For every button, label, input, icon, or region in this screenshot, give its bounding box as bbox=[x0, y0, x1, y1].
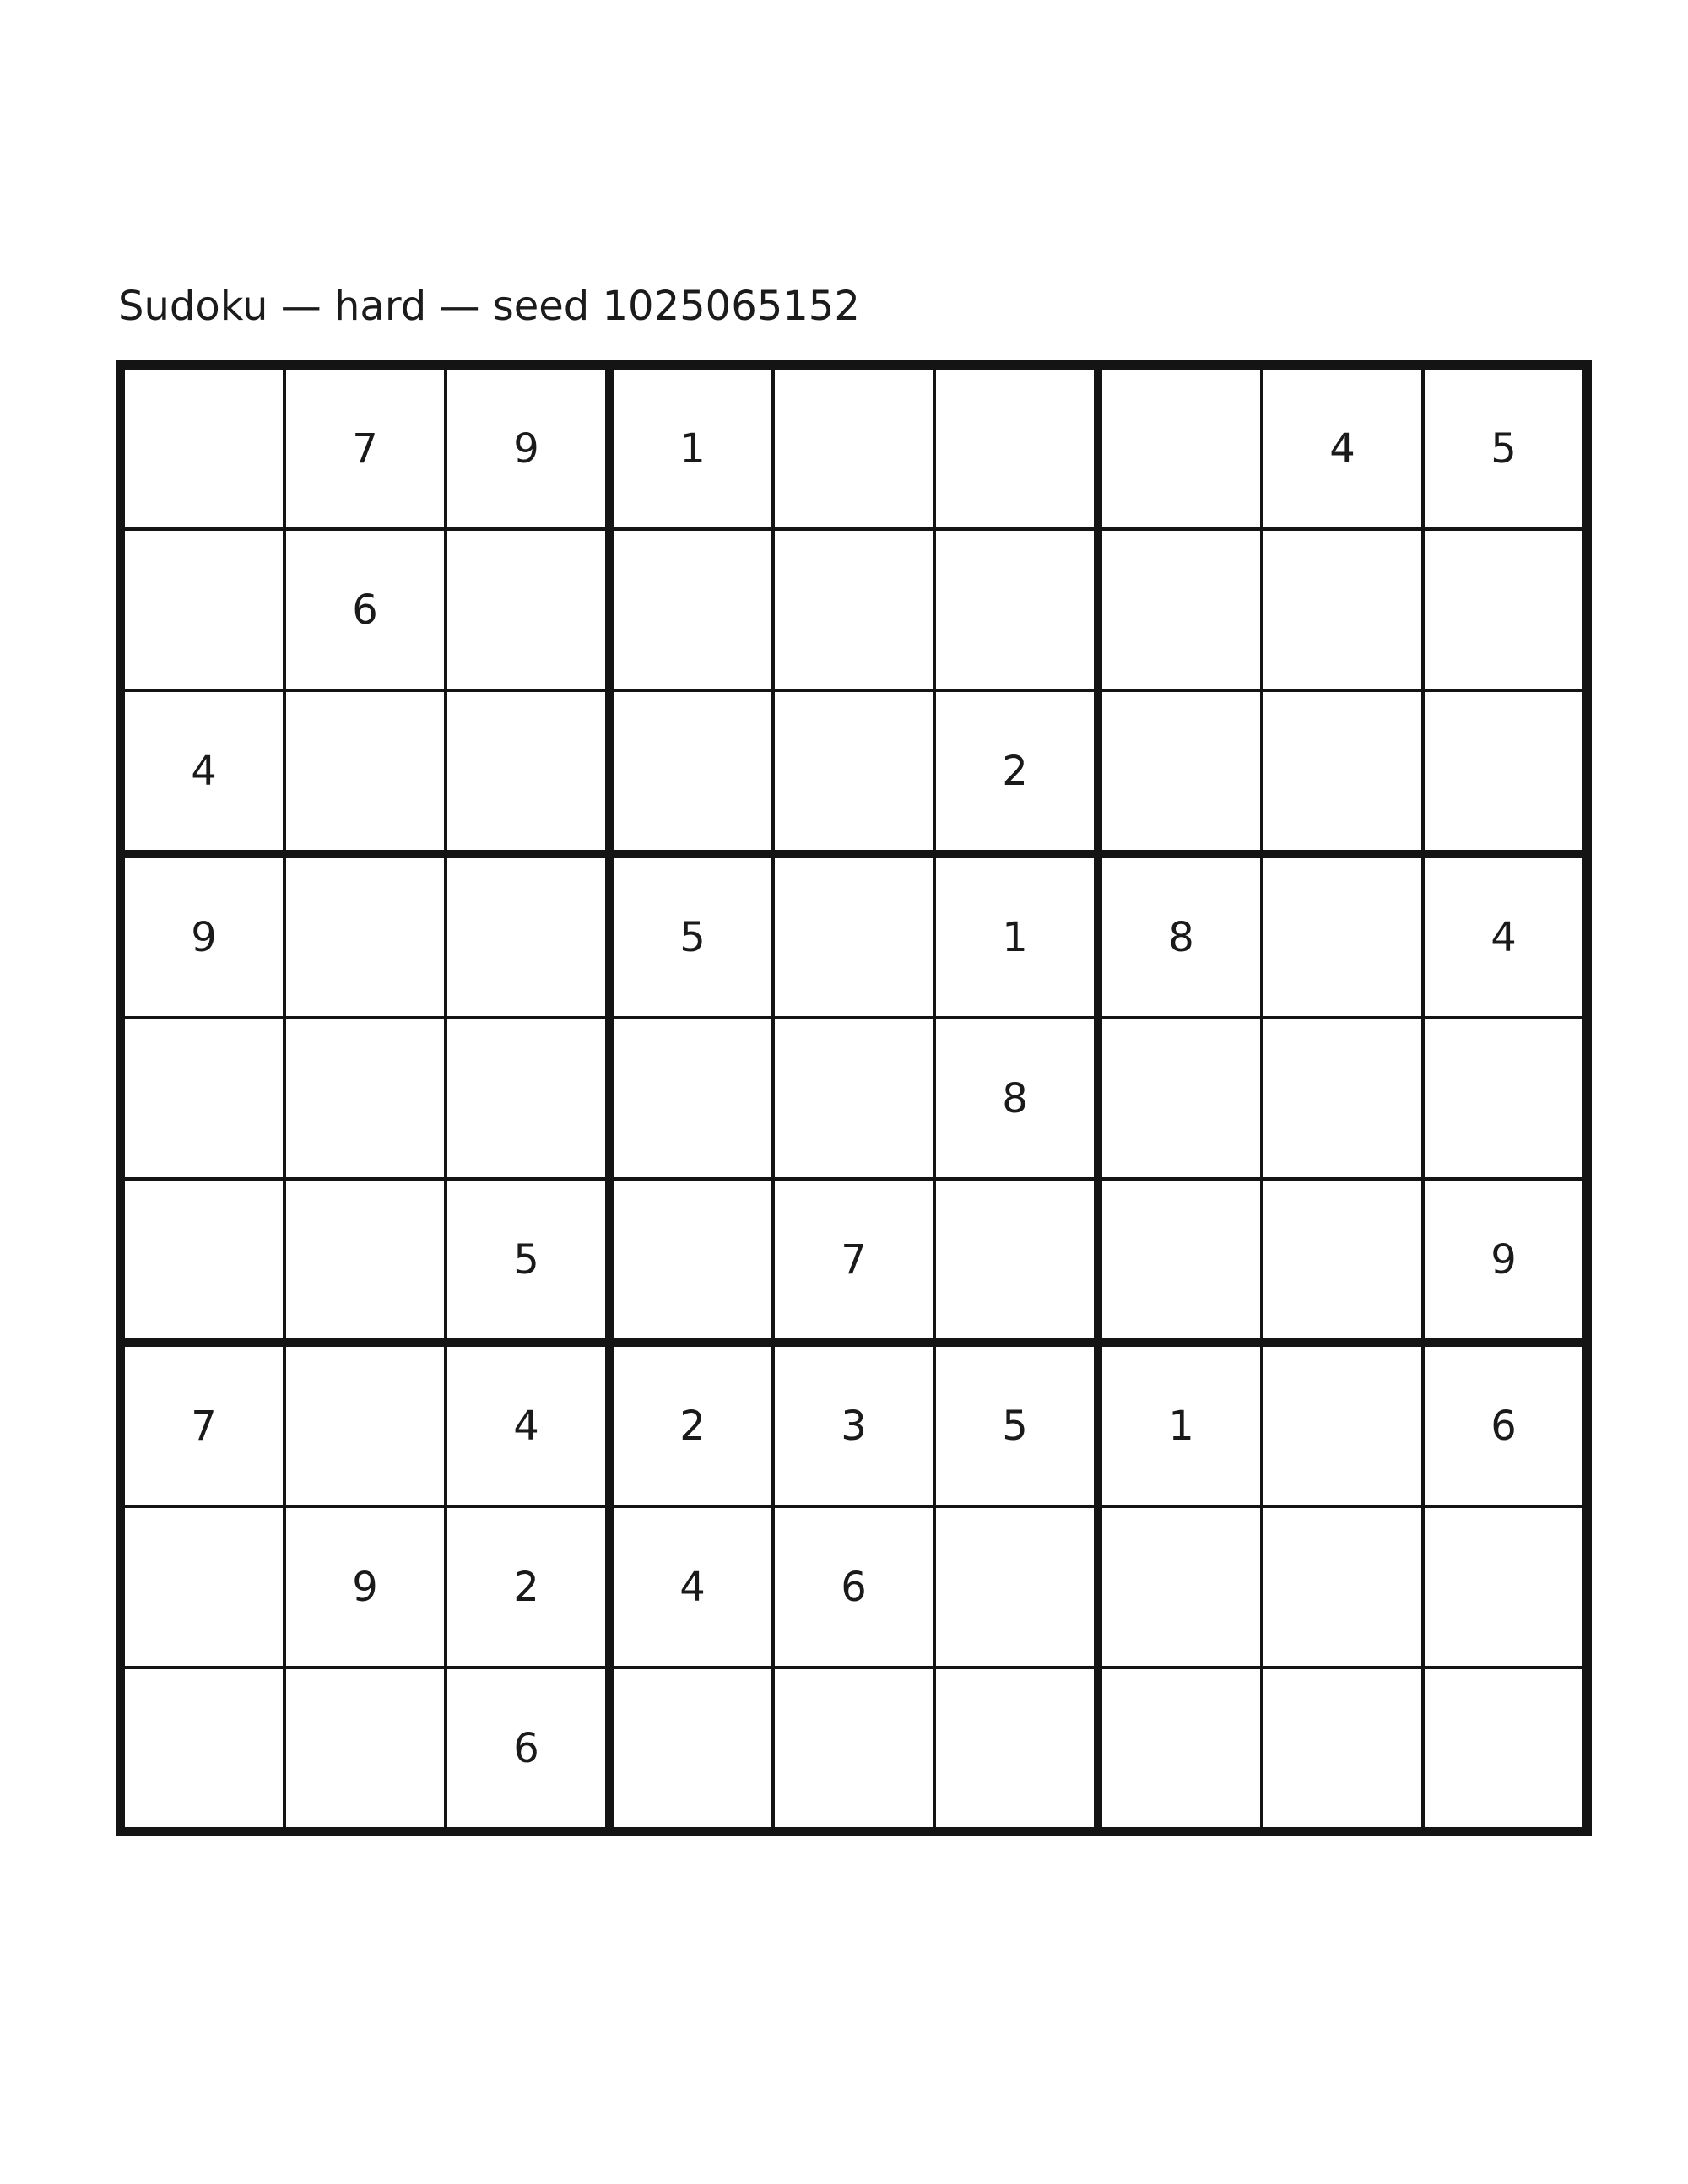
sudoku-cell-empty bbox=[773, 529, 934, 690]
sudoku-cell-given: 7 bbox=[773, 1179, 934, 1343]
sudoku-cell-empty bbox=[773, 854, 934, 1018]
sudoku-cell-empty bbox=[934, 1179, 1098, 1343]
sudoku-cell-empty bbox=[1098, 1668, 1262, 1832]
sudoku-row bbox=[121, 1179, 1588, 1343]
sudoku-cell-given: 2 bbox=[446, 1506, 609, 1668]
sudoku-cell-given: 2 bbox=[609, 1343, 773, 1506]
sudoku-cell-given: 7 bbox=[284, 365, 446, 530]
sudoku-cell-empty bbox=[1262, 1668, 1423, 1832]
sudoku-cell-empty bbox=[1098, 529, 1262, 690]
sudoku-cell-given: 5 bbox=[446, 1179, 609, 1343]
sudoku-cell-empty bbox=[773, 690, 934, 854]
sudoku-cell-empty bbox=[1098, 1506, 1262, 1668]
sudoku-cell-given: 5 bbox=[609, 854, 773, 1018]
sudoku-cell-empty bbox=[609, 1018, 773, 1179]
sudoku-cell-empty bbox=[609, 1668, 773, 1832]
sudoku-cell-given: 4 bbox=[121, 690, 285, 854]
sudoku-cell-empty bbox=[446, 854, 609, 1018]
sudoku-cell-empty bbox=[1098, 1179, 1262, 1343]
sudoku-cell-empty bbox=[284, 690, 446, 854]
sudoku-cell-empty bbox=[934, 529, 1098, 690]
sudoku-cell-given: 5 bbox=[1423, 365, 1588, 530]
sudoku-cell-empty bbox=[1423, 690, 1588, 854]
sudoku-row bbox=[121, 1668, 1588, 1832]
sudoku-grid bbox=[116, 360, 1592, 1836]
sudoku-cell-empty bbox=[1423, 529, 1588, 690]
sudoku-cell-given: 1 bbox=[934, 854, 1098, 1018]
sudoku-cell-empty bbox=[934, 365, 1098, 530]
sudoku-cell-empty bbox=[284, 1668, 446, 1832]
sudoku-cell-empty bbox=[284, 1343, 446, 1506]
sudoku-cell-empty bbox=[1098, 690, 1262, 854]
sudoku-cell-empty bbox=[1423, 1506, 1588, 1668]
sudoku-cell-empty bbox=[446, 529, 609, 690]
sudoku-cell-empty bbox=[1262, 529, 1423, 690]
sudoku-cell-empty bbox=[446, 1018, 609, 1179]
sudoku-cell-empty bbox=[121, 1179, 285, 1343]
sudoku-cell-empty bbox=[121, 1668, 285, 1832]
sudoku-row bbox=[121, 1018, 1588, 1179]
sudoku-cell-given: 5 bbox=[934, 1343, 1098, 1506]
sudoku-cell-empty bbox=[121, 529, 285, 690]
sudoku-row bbox=[121, 1343, 1588, 1506]
sudoku-cell-given: 6 bbox=[773, 1506, 934, 1668]
sudoku-cell-given: 6 bbox=[446, 1668, 609, 1832]
sudoku-cell-empty bbox=[934, 1506, 1098, 1668]
sudoku-cell-given: 9 bbox=[446, 365, 609, 530]
sudoku-cell-empty bbox=[446, 690, 609, 854]
sudoku-row bbox=[121, 529, 1588, 690]
sudoku-cell-empty bbox=[1262, 1343, 1423, 1506]
sudoku-cell-empty bbox=[1262, 1018, 1423, 1179]
sudoku-cell-empty bbox=[1098, 1018, 1262, 1179]
sudoku-cell-given: 8 bbox=[934, 1018, 1098, 1179]
sudoku-cell-empty bbox=[1098, 365, 1262, 530]
sudoku-cell-empty bbox=[121, 1506, 285, 1668]
sudoku-cell-empty bbox=[934, 1668, 1098, 1832]
sudoku-cell-empty bbox=[284, 1018, 446, 1179]
sudoku-cell-given: 4 bbox=[1262, 365, 1423, 530]
sudoku-cell-empty bbox=[773, 365, 934, 530]
sudoku-cell-empty bbox=[284, 1179, 446, 1343]
sudoku-cell-given: 7 bbox=[121, 1343, 285, 1506]
sudoku-cell-empty bbox=[121, 1018, 285, 1179]
sudoku-cell-given: 4 bbox=[609, 1506, 773, 1668]
sudoku-cell-empty bbox=[773, 1018, 934, 1179]
sudoku-cell-empty bbox=[121, 365, 285, 530]
sudoku-cell-given: 4 bbox=[446, 1343, 609, 1506]
sudoku-cell-empty bbox=[1262, 690, 1423, 854]
sudoku-cell-empty bbox=[1262, 854, 1423, 1018]
sudoku-row bbox=[121, 690, 1588, 854]
sudoku-cell-given: 9 bbox=[1423, 1179, 1588, 1343]
sudoku-cell-empty bbox=[1423, 1018, 1588, 1179]
sudoku-row bbox=[121, 365, 1588, 530]
sudoku-cell-empty bbox=[609, 1179, 773, 1343]
sudoku-cell-given: 4 bbox=[1423, 854, 1588, 1018]
sudoku-cell-given: 1 bbox=[1098, 1343, 1262, 1506]
sudoku-cell-given: 8 bbox=[1098, 854, 1262, 1018]
sudoku-cell-empty bbox=[773, 1668, 934, 1832]
sudoku-cell-given: 1 bbox=[609, 365, 773, 530]
sudoku-cell-given: 2 bbox=[934, 690, 1098, 854]
sudoku-cell-empty bbox=[1423, 1668, 1588, 1832]
puzzle-title: Sudoku — hard — seed 1025065152 bbox=[118, 283, 860, 330]
sudoku-cell-empty bbox=[1262, 1506, 1423, 1668]
sudoku-cell-given: 6 bbox=[1423, 1343, 1588, 1506]
sudoku-grid-body bbox=[121, 365, 1588, 1832]
sudoku-cell-given: 6 bbox=[284, 529, 446, 690]
sudoku-cell-given: 9 bbox=[121, 854, 285, 1018]
sudoku-cell-empty bbox=[609, 529, 773, 690]
sudoku-cell-empty bbox=[1262, 1179, 1423, 1343]
sudoku-cell-given: 3 bbox=[773, 1343, 934, 1506]
sudoku-row bbox=[121, 1506, 1588, 1668]
sudoku-cell-empty bbox=[609, 690, 773, 854]
sudoku-cell-given: 9 bbox=[284, 1506, 446, 1668]
sudoku-row bbox=[121, 854, 1588, 1018]
sudoku-cell-empty bbox=[284, 854, 446, 1018]
